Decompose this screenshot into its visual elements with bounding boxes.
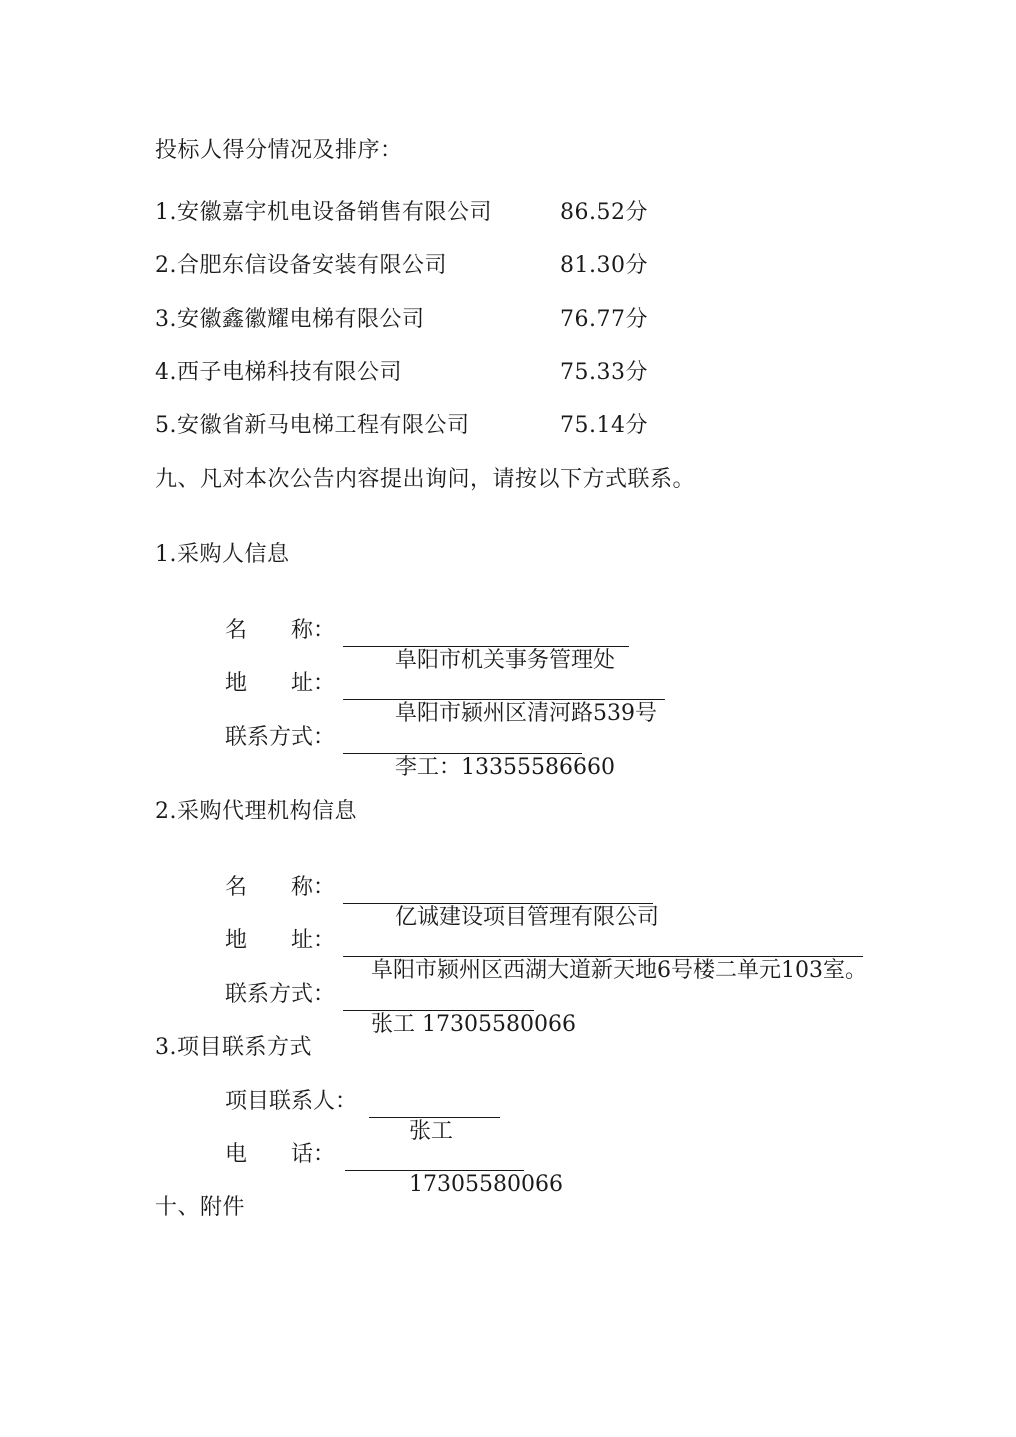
project-person-field <box>369 1087 500 1144</box>
agency-contact-value: 张工 17305580066 <box>370 1012 576 1037</box>
purchaser-contact-field <box>343 723 615 780</box>
project-person-label: 项目联系人： <box>225 1089 358 1114</box>
project-phone-label: 电 话： <box>225 1142 336 1167</box>
agency-address-label: 地 址： <box>225 928 336 953</box>
project-person-value: 张工 <box>408 1119 453 1144</box>
ranking-item-name: 1.安徽嘉宇机电设备销售有限公司 <box>155 200 492 225</box>
section-9-heading: 九、凡对本次公告内容提出询问，请按以下方式联系。 <box>155 467 696 492</box>
agency-name-value: 亿诚建设项目管理有限公司 <box>394 905 659 930</box>
ranking-item-score: 75.14分 <box>560 413 648 438</box>
ranking-item-name: 4.西子电梯科技有限公司 <box>155 360 402 385</box>
project-contact-heading: 3.项目联系方式 <box>155 1035 312 1060</box>
purchaser-contact-value: 李工：13355586660 <box>394 755 615 780</box>
ranking-item-score: 75.33分 <box>560 360 648 385</box>
agency-name-label: 名 称： <box>225 875 336 900</box>
purchaser-name-label: 名 称： <box>225 618 336 643</box>
purchaser-name-value: 阜阳市机关事务管理处 <box>394 648 615 673</box>
ranking-item-score: 81.30分 <box>560 253 648 278</box>
agency-contact-field <box>343 980 576 1037</box>
agency-address-field <box>343 926 867 983</box>
ranking-item-name: 5.安徽省新马电梯工程有限公司 <box>155 413 470 438</box>
purchaser-heading: 1.采购人信息 <box>155 542 290 567</box>
ranking-item-score: 86.52分 <box>560 200 648 225</box>
purchaser-name-field <box>343 616 629 673</box>
project-phone-value: 17305580066 <box>408 1172 563 1197</box>
purchaser-address-label: 地 址： <box>225 671 336 696</box>
purchaser-address-field <box>343 669 665 726</box>
ranking-item-name: 3.安徽鑫徽耀电梯有限公司 <box>155 307 425 332</box>
agency-name-field <box>343 873 659 930</box>
ranking-item-score: 76.77分 <box>560 307 648 332</box>
ranking-intro: 投标人得分情况及排序： <box>155 138 403 163</box>
section-10-heading: 十、附件 <box>155 1195 246 1220</box>
project-phone-field <box>345 1140 563 1197</box>
purchaser-contact-label: 联系方式： <box>225 725 336 750</box>
ranking-item-name: 2.合肥东信设备安装有限公司 <box>155 253 447 278</box>
agency-contact-label: 联系方式： <box>225 982 336 1007</box>
purchaser-address-value: 阜阳市颍州区清河路539号 <box>394 701 657 726</box>
agency-heading: 2.采购代理机构信息 <box>155 799 357 824</box>
agency-address-value: 阜阳市颍州区西湖大道新天地6号楼二单元103室。 <box>370 958 867 983</box>
